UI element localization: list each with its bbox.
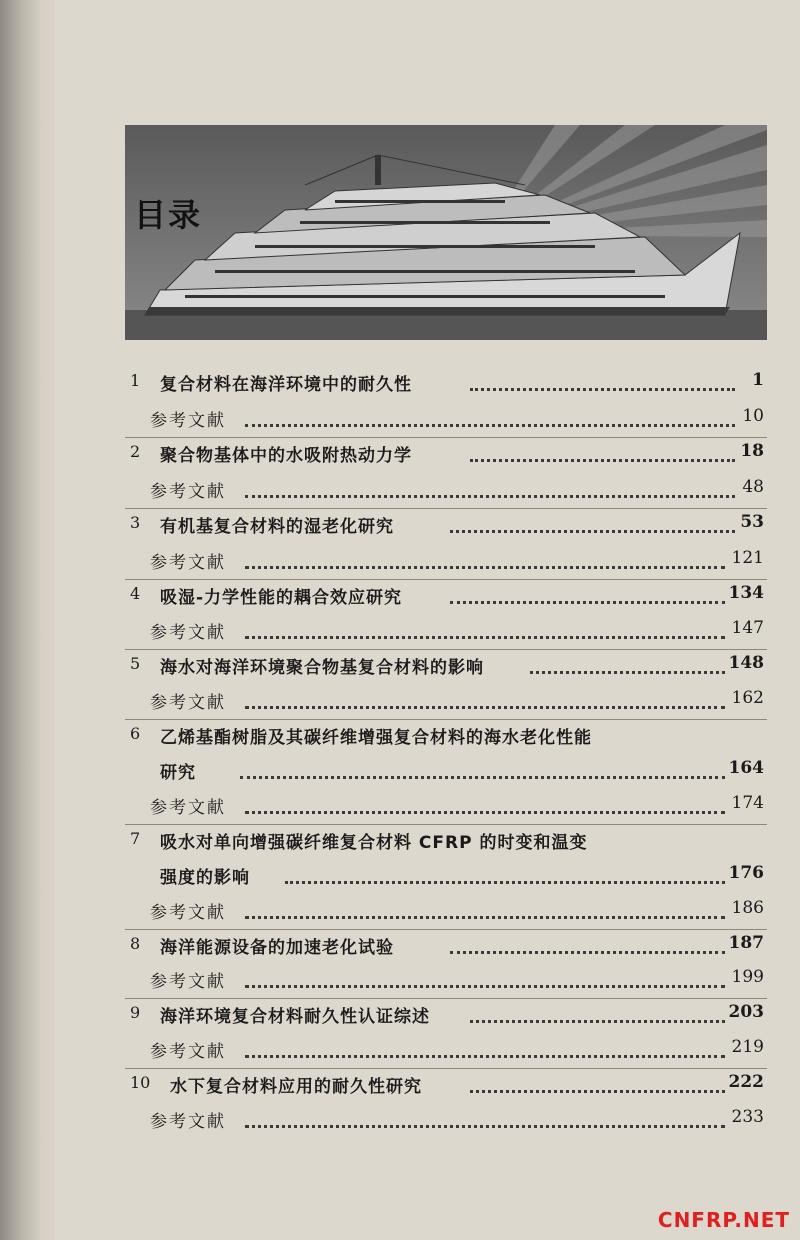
reference-page: 162	[731, 688, 764, 708]
chapter-title: 海洋环境复合材料耐久性认证综述	[160, 1007, 430, 1027]
toc-reference-row[interactable]	[0, 895, 800, 925]
watermark: CNFRP.NET	[657, 1208, 790, 1232]
leader-dots	[245, 493, 735, 498]
chapter-page: 18	[740, 441, 764, 461]
chapter-number: 8	[130, 934, 141, 953]
toc-reference-row[interactable]	[0, 685, 800, 715]
reference-page: 48	[742, 477, 764, 497]
reference-page: 174	[731, 793, 764, 813]
reference-title: 参考文献	[150, 972, 226, 992]
toc-chapter-row[interactable]	[0, 509, 800, 539]
chapter-title: 吸湿-力学性能的耦合效应研究	[160, 588, 403, 608]
chapter-number: 5	[130, 654, 141, 673]
chapter-title: 水下复合材料应用的耐久性研究	[170, 1077, 422, 1097]
chapter-title-continued: 研究	[160, 763, 196, 783]
chapter-title: 乙烯基酯树脂及其碳纤维增强复合材料的海水老化性能	[160, 728, 592, 748]
toc-reference-row[interactable]	[0, 1034, 800, 1064]
leader-dots	[245, 704, 725, 709]
leader-dots	[245, 809, 725, 814]
leader-dots	[245, 983, 725, 988]
reference-page: 147	[731, 618, 764, 638]
leader-dots	[245, 564, 725, 569]
leader-dots	[470, 1018, 725, 1023]
toc-reference-row[interactable]	[0, 615, 800, 645]
chapter-page: 53	[740, 512, 764, 532]
toc-reference-row[interactable]	[0, 1104, 800, 1134]
chapter-page: 148	[728, 653, 764, 673]
chapter-page: 187	[728, 933, 764, 953]
toc-chapter-row-continued[interactable]	[0, 755, 800, 785]
leader-dots	[470, 386, 735, 391]
chapter-number: 4	[130, 584, 141, 603]
leader-dots	[245, 422, 735, 427]
reference-title: 参考文献	[150, 482, 226, 502]
reference-title: 参考文献	[150, 1112, 226, 1132]
chapter-number: 10	[130, 1073, 151, 1092]
reference-page: 186	[731, 898, 764, 918]
leader-dots	[285, 879, 725, 884]
chapter-number: 2	[130, 442, 141, 461]
chapter-number: 7	[130, 829, 141, 848]
chapter-page: 176	[728, 863, 764, 883]
chapter-title: 有机基复合材料的湿老化研究	[160, 517, 394, 537]
reference-page: 219	[731, 1037, 764, 1057]
chapter-title-continued: 强度的影响	[160, 868, 250, 888]
chapter-page: 222	[728, 1072, 764, 1092]
reference-page: 199	[731, 967, 764, 987]
leader-dots	[450, 599, 725, 604]
leader-dots	[470, 457, 735, 462]
toc-chapter-row[interactable]	[0, 1069, 800, 1099]
chapter-page: 134	[728, 583, 764, 603]
toc-chapter-row[interactable]	[0, 580, 800, 610]
toc-chapter-row[interactable]	[0, 650, 800, 680]
reference-title: 参考文献	[150, 623, 226, 643]
leader-dots	[240, 774, 725, 779]
toc-chapter-row[interactable]	[0, 999, 800, 1029]
toc-chapter-row-continued[interactable]	[0, 860, 800, 890]
toc-reference-row[interactable]	[0, 403, 800, 433]
leader-dots	[245, 1053, 725, 1058]
leader-dots	[245, 914, 725, 919]
chapter-number: 6	[130, 724, 141, 743]
toc-chapter-row[interactable]	[0, 720, 800, 750]
toc-reference-row[interactable]	[0, 474, 800, 504]
toc-reference-row[interactable]	[0, 545, 800, 575]
leader-dots	[245, 634, 725, 639]
page-title: 目录	[134, 196, 203, 234]
toc-reference-row[interactable]	[0, 964, 800, 994]
reference-title: 参考文献	[150, 693, 226, 713]
reference-page: 233	[731, 1107, 764, 1127]
toc-chapter-row[interactable]	[0, 367, 800, 397]
chapter-title: 海水对海洋环境聚合物基复合材料的影响	[160, 658, 484, 678]
leader-dots	[470, 1088, 725, 1093]
chapter-number: 3	[130, 513, 141, 532]
chapter-title: 吸水对单向增强碳纤维复合材料 CFRP 的时变和温变	[160, 833, 588, 853]
reference-page: 10	[742, 406, 764, 426]
toc-reference-row[interactable]	[0, 790, 800, 820]
leader-dots	[450, 949, 725, 954]
reference-title: 参考文献	[150, 798, 226, 818]
leader-dots	[530, 669, 725, 674]
reference-title: 参考文献	[150, 553, 226, 573]
chapter-title: 复合材料在海洋环境中的耐久性	[160, 375, 412, 395]
toc-chapter-row[interactable]	[0, 825, 800, 855]
chapter-title: 聚合物基体中的水吸附热动力学	[160, 446, 412, 466]
chapter-page: 1	[752, 370, 764, 390]
leader-dots	[245, 1123, 725, 1128]
chapter-title: 海洋能源设备的加速老化试验	[160, 938, 394, 958]
toc-chapter-row[interactable]	[0, 930, 800, 960]
reference-title: 参考文献	[150, 1042, 226, 1062]
chapter-number: 1	[130, 371, 141, 390]
chapter-page: 164	[728, 758, 764, 778]
reference-title: 参考文献	[150, 903, 226, 923]
leader-dots	[450, 528, 735, 533]
toc-chapter-row[interactable]	[0, 438, 800, 468]
reference-title: 参考文献	[150, 411, 226, 431]
chapter-number: 9	[130, 1003, 141, 1022]
chapter-page: 203	[728, 1002, 764, 1022]
reference-page: 121	[731, 548, 764, 568]
